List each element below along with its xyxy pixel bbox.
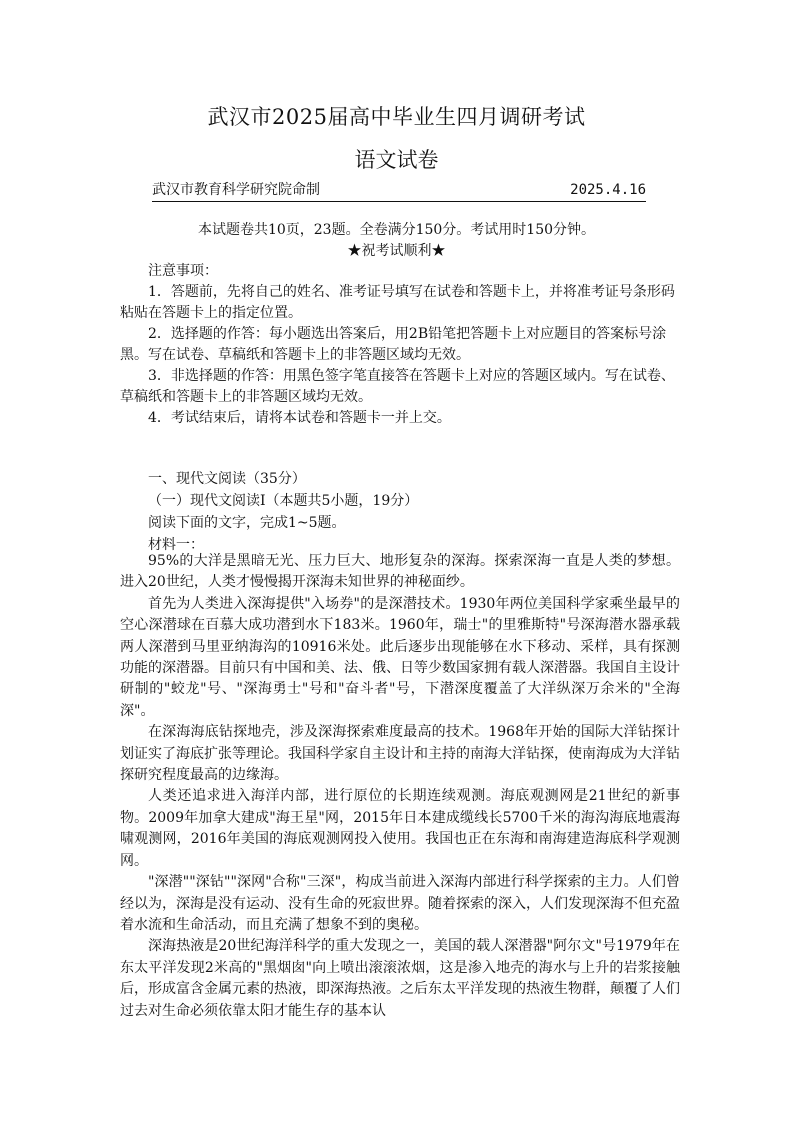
note-item: 4．考试结束后，请将本试卷和答题卡一并上交。 — [148, 410, 451, 426]
passage-paragraph: 在深海海底钻探地壳，涉及深海探索难度最高的技术。1968年开始的国际大洋钻探计划证实了海底扩张等理论。我国科学家自主设计和主持的南海大洋钻探，使南海成为大洋钻探研究程度最高的边缘海。 — [120, 724, 680, 784]
passage-paragraph: 首先为人类进入深海提供"入场券"的是深潜技术。1930年两位美国科学家乘坐最早的空心深潜球在百慕大成功潜到水下183米。1960年，瑞士"的里雅斯特"号深海潜水器承载两人深潜到马里亚纳海沟的10916米处。此后逐步出现能够在水下移动、采样，具有探测功能的深潜器。目前只有中国和美、法、俄、日等少数国家拥有载人深潜器。我国自主设计研制的"蛟龙"号、"深海勇士"号和"奋斗者"号，下潜深度覆盖了大洋纵深万余米的"全海深"。 — [120, 595, 680, 719]
passage-paragraph: 深海热液是20世纪海洋科学的重大发现之一，美国的载人深潜器"阿尔文"号1979年在东太平洋发现2米高的"黑烟囱"向上喷出滚滚浓烟，这是渗入地壳的海水与上升的岩浆接触后，形成富含金属元素的热液，即深海热液。之后东太平洋发现的热液生物群，颠覆了人们过去对生命必须依靠太阳才能生存的基本认 — [120, 938, 680, 1019]
section-subheading: （一）现代文阅读Ⅰ（本题共5小题，19分） — [148, 493, 419, 509]
reading-passage — [120, 551, 680, 1022]
exam-date: 2025.4.16 — [570, 182, 646, 198]
notes-block — [120, 261, 680, 429]
passage-paragraph: 95%的大洋是黑暗无光、压力巨大、地形复杂的深海。探索深海一直是人类的梦想。进入20世纪，人类才慢慢揭开深海未知世界的神秘面纱。 — [120, 553, 680, 591]
notes-title: 注意事项： — [148, 263, 218, 279]
passage-paragraph: 人类还追求进入海洋内部，进行原位的长期连续观测。海底观测网是21世纪的新事物。2009年加拿大建成"海王星"网，2015年日本建成缆线长5700千米的海沟海底地震海啸观测网，2016年美国的海底观测网投入使用。我国也正在东海和南海建造海底科学观测网。 — [120, 788, 680, 869]
note-item: 3．非选择题的作答：用黑色签字笔直接答在答题卡上对应的答题区域内。写在试卷、草稿纸和答题卡上的非答题区域均无效。 — [120, 368, 675, 405]
issuer-name: 武汉市教育科学研究院命制 — [152, 182, 320, 198]
exam-title: 武汉市2025届高中毕业生四月调研考试 — [207, 105, 586, 129]
good-luck-line: ★祝考试顺利★ — [347, 243, 446, 259]
note-item: 1．答题前，先将自己的姓名、准考证号填写在试卷和答题卡上，并将准考证号条形码粘贴在答题卡上的指定位置。 — [120, 284, 675, 321]
section-header-block — [120, 468, 680, 556]
exam-summary: 本试题卷共10页，23题。全卷满分150分。考试用时150分钟。 — [197, 222, 596, 238]
section-heading: 一、现代文阅读（35分） — [148, 471, 306, 487]
section-instruction: 阅读下面的文字，完成1~5题。 — [148, 515, 346, 531]
passage-paragraph: "深潜""深钻""深网"合称"三深"，构成当前进入深海内部进行科学探索的主力。人们曾经以为，深海是没有运动、没有生命的死寂世界。随着探索的深入，人们发现深海不但充盈着水流和生命活动，而且充满了想象不到的奥秘。 — [120, 874, 680, 933]
material-label: 材料一： — [148, 537, 204, 553]
exam-subtitle: 语文试卷 — [354, 148, 439, 172]
issuer-line — [152, 179, 646, 202]
note-item: 2．选择题的作答：每小题选出答案后，用2B铅笔把答题卡上对应题目的答案标号涂黑。写在试卷、草稿纸和答题卡上的非答题区域均无效。 — [120, 326, 667, 363]
